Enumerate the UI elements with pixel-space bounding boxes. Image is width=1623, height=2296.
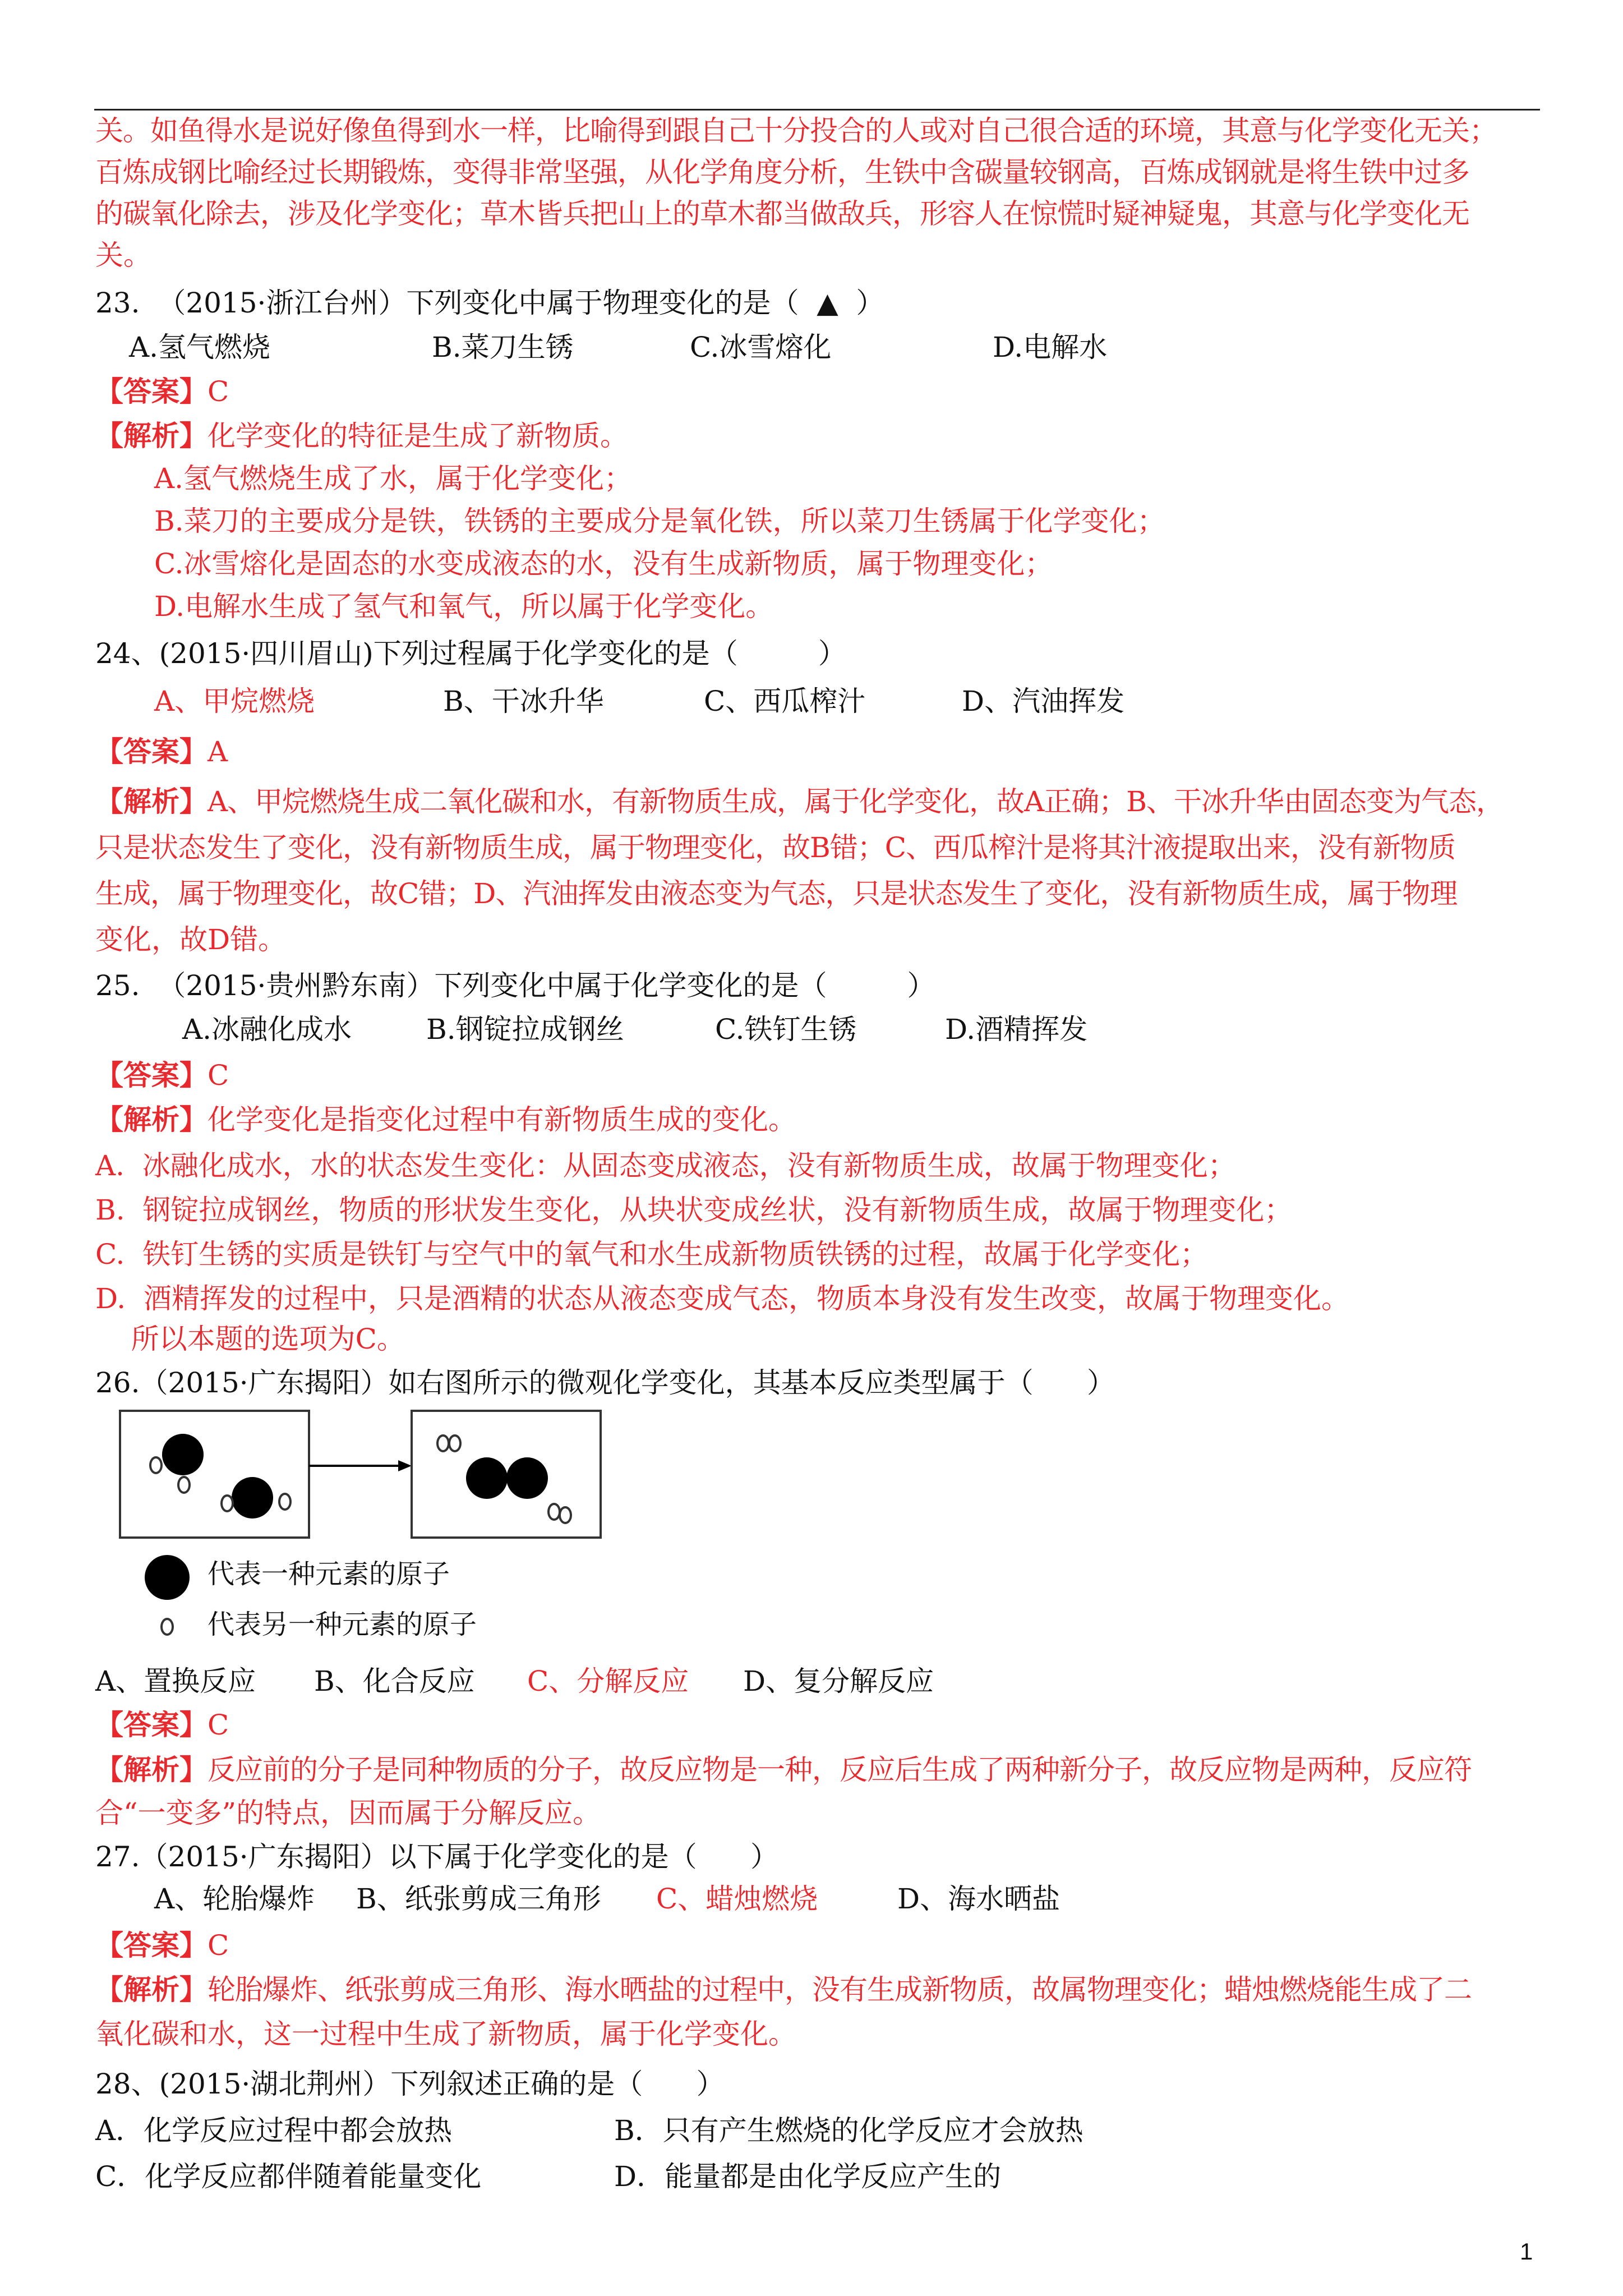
q26-option-a: A、置换反应 [95,1665,256,1697]
q24-answer [95,732,228,771]
q25-option-b: B.钢锭拉成钢丝 [426,1013,624,1046]
q24-option-d: D、汽油挥发 [962,685,1125,717]
q25-analysis [95,1100,796,1139]
reactant-box [120,1411,309,1538]
analysis-label: 【解析】 [95,1103,208,1136]
answer-value: C [208,1059,229,1092]
q27-stem: 27.（2015·广东揭阳）以下属于化学变化的是（ ） [95,1841,779,1873]
answer-label: 【答案】 [95,1708,208,1741]
header-rule [94,109,1540,111]
q25-conclusion: 所以本题的选项为C。 [95,1323,405,1355]
q26-option-d: D、复分解反应 [743,1665,934,1697]
q28-option-a: A．化学反应过程中都会放热 [95,2114,453,2147]
q27-option-a: A、轮胎爆炸 [154,1883,315,1915]
q25-option-a: A.冰融化成水 [182,1013,352,1046]
q25-answer [95,1056,229,1095]
q24-option-a: A、甲烷燃烧 [154,685,315,717]
carryover-line-4: 关。 [95,239,151,272]
q28-stem: 28、(2015·湖北荆州）下列叙述正确的是（ ） [95,2068,725,2100]
answer-label: 【答案】 [95,375,208,408]
q23-option-c: C.冰雪熔化 [690,331,832,364]
q23-answer [95,372,229,411]
legend-light-label: 代表另一种元素的原子 [208,1610,477,1640]
legend-dark-label: 代表一种元素的原子 [208,1559,450,1589]
q26-analysis-line-2: 合“一变多”的特点，因而属于分解反应。 [95,1797,601,1829]
q27-option-d: D、海水晒盐 [897,1883,1061,1915]
answer-value: C [208,375,229,408]
q24-analysis-line-3: 生成，属于物理变化，故C错；D、汽油挥发由液态变为气态，只是状态发生了变化，没有新物质生成，属于物理 [95,877,1458,910]
q27-option-c: C、蜡烛燃烧 [656,1883,818,1915]
q23-analysis [95,416,628,455]
analysis-label: 【解析】 [95,419,208,452]
product-box [412,1411,601,1538]
arrow-icon [309,1460,412,1471]
analysis-text: A、甲烷燃烧生成二氧化碳和水，有新物质生成，属于化学变化，故A正确；B、干冰升华由固态变为气态， [208,785,1504,818]
q26-analysis-line-1 [95,1750,1472,1789]
q23-option-a: A.氢气燃烧 [129,331,271,364]
q23-analysis-d: D.电解水生成了氢气和氧气，所以属于化学变化。 [154,590,774,623]
answer-label: 【答案】 [95,1929,208,1962]
analysis-intro: 化学变化的特征是生成了新物质。 [208,420,628,452]
q25-analysis-d: D. 酒精挥发的过程中，只是酒精的状态从液态变成气态，物质本身没有发生改变，故属于物理变化。 [95,1282,1349,1315]
analysis-label: 【解析】 [95,1753,208,1786]
q27-analysis-line-1 [95,1970,1472,2009]
carryover-line-1: 关。如鱼得水是说好像鱼得到水一样，比喻得到跟自己十分投合的人或对自己很合适的环境，其意与化学变化无关； [95,114,1497,147]
q25-option-d: D.酒精挥发 [945,1013,1088,1046]
analysis-text: 反应前的分子是同种物质的分子，故反应物是一种，反应后生成了两种新分子，故反应物是两种，反应符 [208,1754,1472,1786]
carryover-line-3: 的碳氧化除去，涉及化学变化；草木皆兵把山上的草木都当做敌兵，形容人在惊慌时疑神疑鬼，其意与化学变化无 [95,197,1469,230]
answer-label: 【答案】 [95,735,208,768]
q28-option-b: B．只有产生燃烧的化学反应才会放热 [614,2114,1083,2147]
page-number: 1 [1520,2238,1533,2265]
q24-stem: 24、(2015·四川眉山)下列过程属于化学变化的是（ ） [95,637,846,670]
q27-answer [95,1926,229,1965]
q25-analysis-a: A. 冰融化成水，水的状态发生变化：从固态变成液态，没有新物质生成，故属于物理变化； [95,1149,1236,1182]
carryover-line-2: 百炼成钢比喻经过长期锻炼，变得非常坚强，从化学角度分析，生铁中含碳量较钢高，百炼成钢就是将生铁中过多 [95,156,1469,188]
q25-analysis-c: C. 铁钉生锈的实质是铁钉与空气中的氧气和水生成新物质铁锈的过程，故属于化学变化； [95,1238,1209,1271]
light-atom-legend-icon [162,1619,173,1635]
q24-option-b: B、干冰升华 [443,685,604,717]
q25-analysis-b: B. 钢锭拉成钢丝，物质的形状发生变化，从块状变成丝状，没有新物质生成，故属于物理变化； [95,1194,1293,1226]
analysis-text: 轮胎爆炸、纸张剪成三角形、海水晒盐的过程中，没有生成新物质，故属物理变化；蜡烛燃烧能生成了二 [208,1973,1472,2006]
analysis-label: 【解析】 [95,1973,208,2006]
q23-stem: 23. （2015·浙江台州）下列变化中属于物理变化的是（ ▲ ） [95,287,884,319]
q25-stem: 25. （2015·贵州黔东南）下列变化中属于化学变化的是（ ） [95,969,935,1002]
q28-option-c: C．化学反应都伴随着能量变化 [95,2160,482,2193]
q24-analysis-line-4: 变化，故D错。 [95,923,287,956]
q23-option-b: B.菜刀生锈 [432,331,574,364]
answer-value: C [208,1929,229,1962]
analysis-intro: 化学变化是指变化过程中有新物质生成的变化。 [208,1103,796,1136]
q23-analysis-b: B.菜刀的主要成分是铁，铁锈的主要成分是氧化铁，所以菜刀生锈属于化学变化； [154,505,1165,537]
q27-analysis-line-2: 氧化碳和水，这一过程中生成了新物质，属于化学变化。 [95,2018,796,2050]
q24-analysis-line-2: 只是状态发生了变化，没有新物质生成，属于物理变化，故B错；C、西瓜榨汁是将其汁液提取出来，没有新物质 [95,831,1455,864]
answer-value: A [208,735,228,768]
q24-analysis-line-1 [95,782,1504,821]
q28-option-d: D．能量都是由化学反应产生的 [614,2160,1002,2193]
q23-analysis-c: C.冰雪熔化是固态的水变成液态的水，没有生成新物质，属于物理变化； [154,547,1053,580]
q25-option-c: C.铁钉生锈 [715,1013,857,1046]
analysis-label: 【解析】 [95,785,208,818]
q23-option-d: D.电解水 [993,331,1108,364]
q26-stem: 26.（2015·广东揭阳）如右图所示的微观化学变化，其基本反应类型属于（ ） [95,1366,1115,1399]
q26-answer [95,1705,229,1745]
answer-value: C [208,1709,229,1741]
dark-atom-legend-icon [145,1555,190,1600]
q24-option-c: C、西瓜榨汁 [704,685,866,717]
q26-option-c: C、分解反应 [527,1665,689,1697]
q27-option-b: B、纸张剪成三角形 [356,1883,601,1915]
answer-label: 【答案】 [95,1059,208,1092]
q23-analysis-a: A.氢气燃烧生成了水，属于化学变化； [154,462,633,495]
q26-option-b: B、化合反应 [314,1665,475,1697]
